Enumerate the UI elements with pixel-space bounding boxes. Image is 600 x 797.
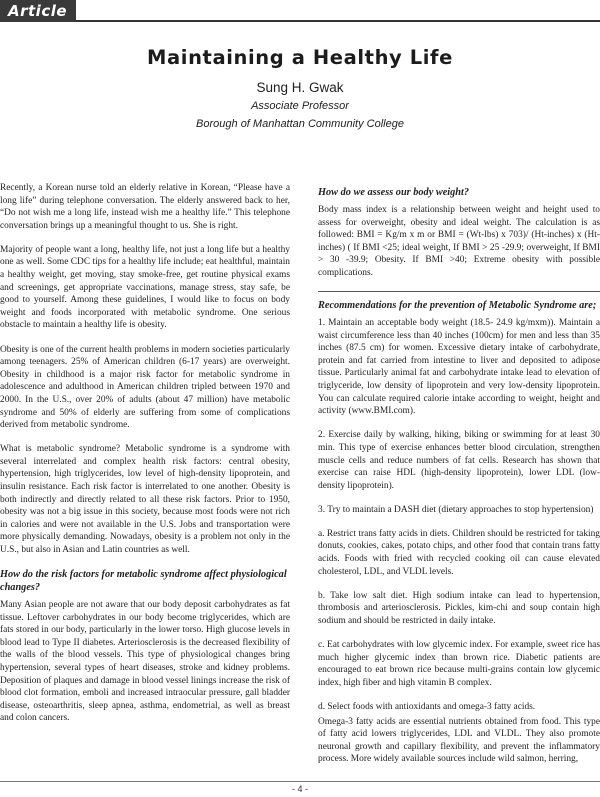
recommendation-subitem: d. Select foods with antioxidants and omega-3 fatty acids. [318,701,536,712]
recommendation-item: 2. Exercise daily by walking, hiking, biking or swimming for at least 30 min. This type of exercise enhances better blood circulation, strengthen muscle cells and reduce numbers of fat cells. Research has shown that exercise can raise HDL (high-density lipoprotein), lower LDL (low-density lipoprotein). [318,430,600,491]
section-heading: How do the risk factors for metabolic syndrome affect physiological changes? [0,569,287,594]
paragraph: Recently, a Korean nurse told an elderly relative in Korean, “Please have a long life” during telephone conversation. The elderly answered back to her, “Do not wish me a long life, instead wish me a healthy life.” This telephone conversation brings up a meaningful thought to us. She is right. [0,183,290,231]
recommendation-item: 3. Try to maintain a DASH diet (dietary approaches to stop hypertension) [318,504,594,515]
paragraph: Many Asian people are not aware that our body deposit carbohydrates as fat tissue. Leftover carbohydrates in our body become triglycerides, which are fats stored in our body, particularly in the lower torso. High glucose levels in blood lead to Type II diabetes. Arteriosclerosis is the decreased flexibility of the walls of the blood vessels. This type of physiological changes bring hypertension, several types of heart diseases, stroke and kidney problems. Deposition of plaques and damage in blood vessel linings increase the risk of blood clot formation, emboli and increased intraocular pressure, gall bladder disease, osteoarthritis, sleep apnea, asthma, endometrial, as well as breast and colon cancers. [0,600,290,724]
left-column [0,182,290,736]
paragraph: Obesity is one of the current health problems in modern societies particularly among teenagers. 25% of American children (6-17 years) are overweight. Obesity in childhood is a major risk factor for metabolic syndrome in adolescence and adulthood in American children tripled between 1970 and 2000. In the U.S., over 20% of adults (about 47 million) have metabolic syndrome and 50% of elderly are suffering from some of complications derived from metabolic syndrome. [0,344,290,431]
recommendation-subitem: a. Restrict trans fatty acids in diets. Children should be restricted for taking donuts, cookies, cakes, potato chips, and other food that contain trans fatty acids. Foods with fried with recycled cooking oil can cause elevated cholesterol, LDL, and VLDL levels. [318,528,600,577]
article-title: Maintaining a Healthy Life [147,46,453,69]
section-heading: How do we assess our body weight? [318,187,470,198]
paragraph: Omega-3 fatty acids are essential nutrients obtained from food. This type of fatty acid lowers triglycerides, LDL and VLDL. They also promote neuronal growth and capillary flexibility, and prevent the inflammatory process. More widely available sources include wild salmon, herring, [318,716,600,765]
page-number: - 4 - [291,784,308,794]
section-divider [318,291,600,292]
recommendation-item: 1. Maintain an acceptable body weight (18.5- 24.9 kg/mxm)). Maintain a waist circumference less than 40 inches (100cm) for men and less than 35 inches (87.5 cm) for women. Excessive dietary intake of carbohydrate, protein and fat carried from intestine to liver and deposited to adipose tissue. Particularly animal fat and carbohydrate intake lead to elevation of triglyceride, low density of lipoprotein and very low-density lipoprotein. You can calculate required calorie intake according to weight, height and activity (www.BMI.com). [318,318,600,417]
recommendation-subitem: c. Eat carbohydrates with low glycemic index. For example, sweet rice has much higher glycemic index than brown rice. Diabetic patients are encouraged to eat brown rice because multi-grains contain low glycemic index, high fiber and high vitamin B complex. [318,640,600,688]
paragraph: Body mass index is a relationship between weight and height used to assess for overweight, obesity and ideal weight. The calculation is as followed: BMI = Kg/m x m or BMI = (Wt-lbs) x 703)/ (Ht-inches) x (Ht-inches) ( If BMI <25; ideal weight, If BMI > 25 -29.9; overweight, If BMI > 30 -39.9; Obesity. If BMI >40; Extreme obesity with possible complications. [318,205,600,278]
section-tag: Article [0,0,76,22]
paragraph: What is metabolic syndrome? Metabolic syndrome is a syndrome with several interrelated and complex health risk factors: central obesity, hypertension, high triglycerides, low level of high-density lipoprotein, and insulin resistance. Each risk factor is interrelated to one another. Obesity is both indirectly and directly related to all these risk factors. Prior to 1950, obesity was not a big issue in this society, because most foods were not rich in calories and were not available in the U.S. Jobs and transportation were more physically demanding. Nowadays, obesity is a problem not only in the U.S., but also in Asian and Latin countries as well. [0,444,290,555]
author-role: Associate Professor [251,100,349,112]
section-heading: Recommendations for the prevention of Metabolic Syndrome are; [318,300,597,312]
right-column [318,182,600,777]
paragraph: Majority of people want a long, healthy life, not just a long life but a healthy one as well. Some CDC tips for a healthy life include; eat healthful, maintain a healthy weight, get moving, stay smoke-free, get routine physical exams and screenings, get appropriate vaccinations, manage stress, stay safe, be good to yourself. Among these guidelines, I would like to focus on body weight and foods incorporated with metabolic syndrome. One serious obstacle to maintain a healthy life is obesity. [0,244,290,331]
author-name: Sung H. Gwak [256,80,344,95]
footer-rule [0,781,600,782]
author-institution: Borough of Manhattan Community College [196,118,404,130]
recommendation-subitem: b. Take low salt diet. High sodium intake can lead to hypertension, thrombosis and arteriosclerosis. Pickles, kim-chi and soup contain high sodium and should be restricted in daily intake. [318,590,600,626]
header-rule [76,20,600,22]
